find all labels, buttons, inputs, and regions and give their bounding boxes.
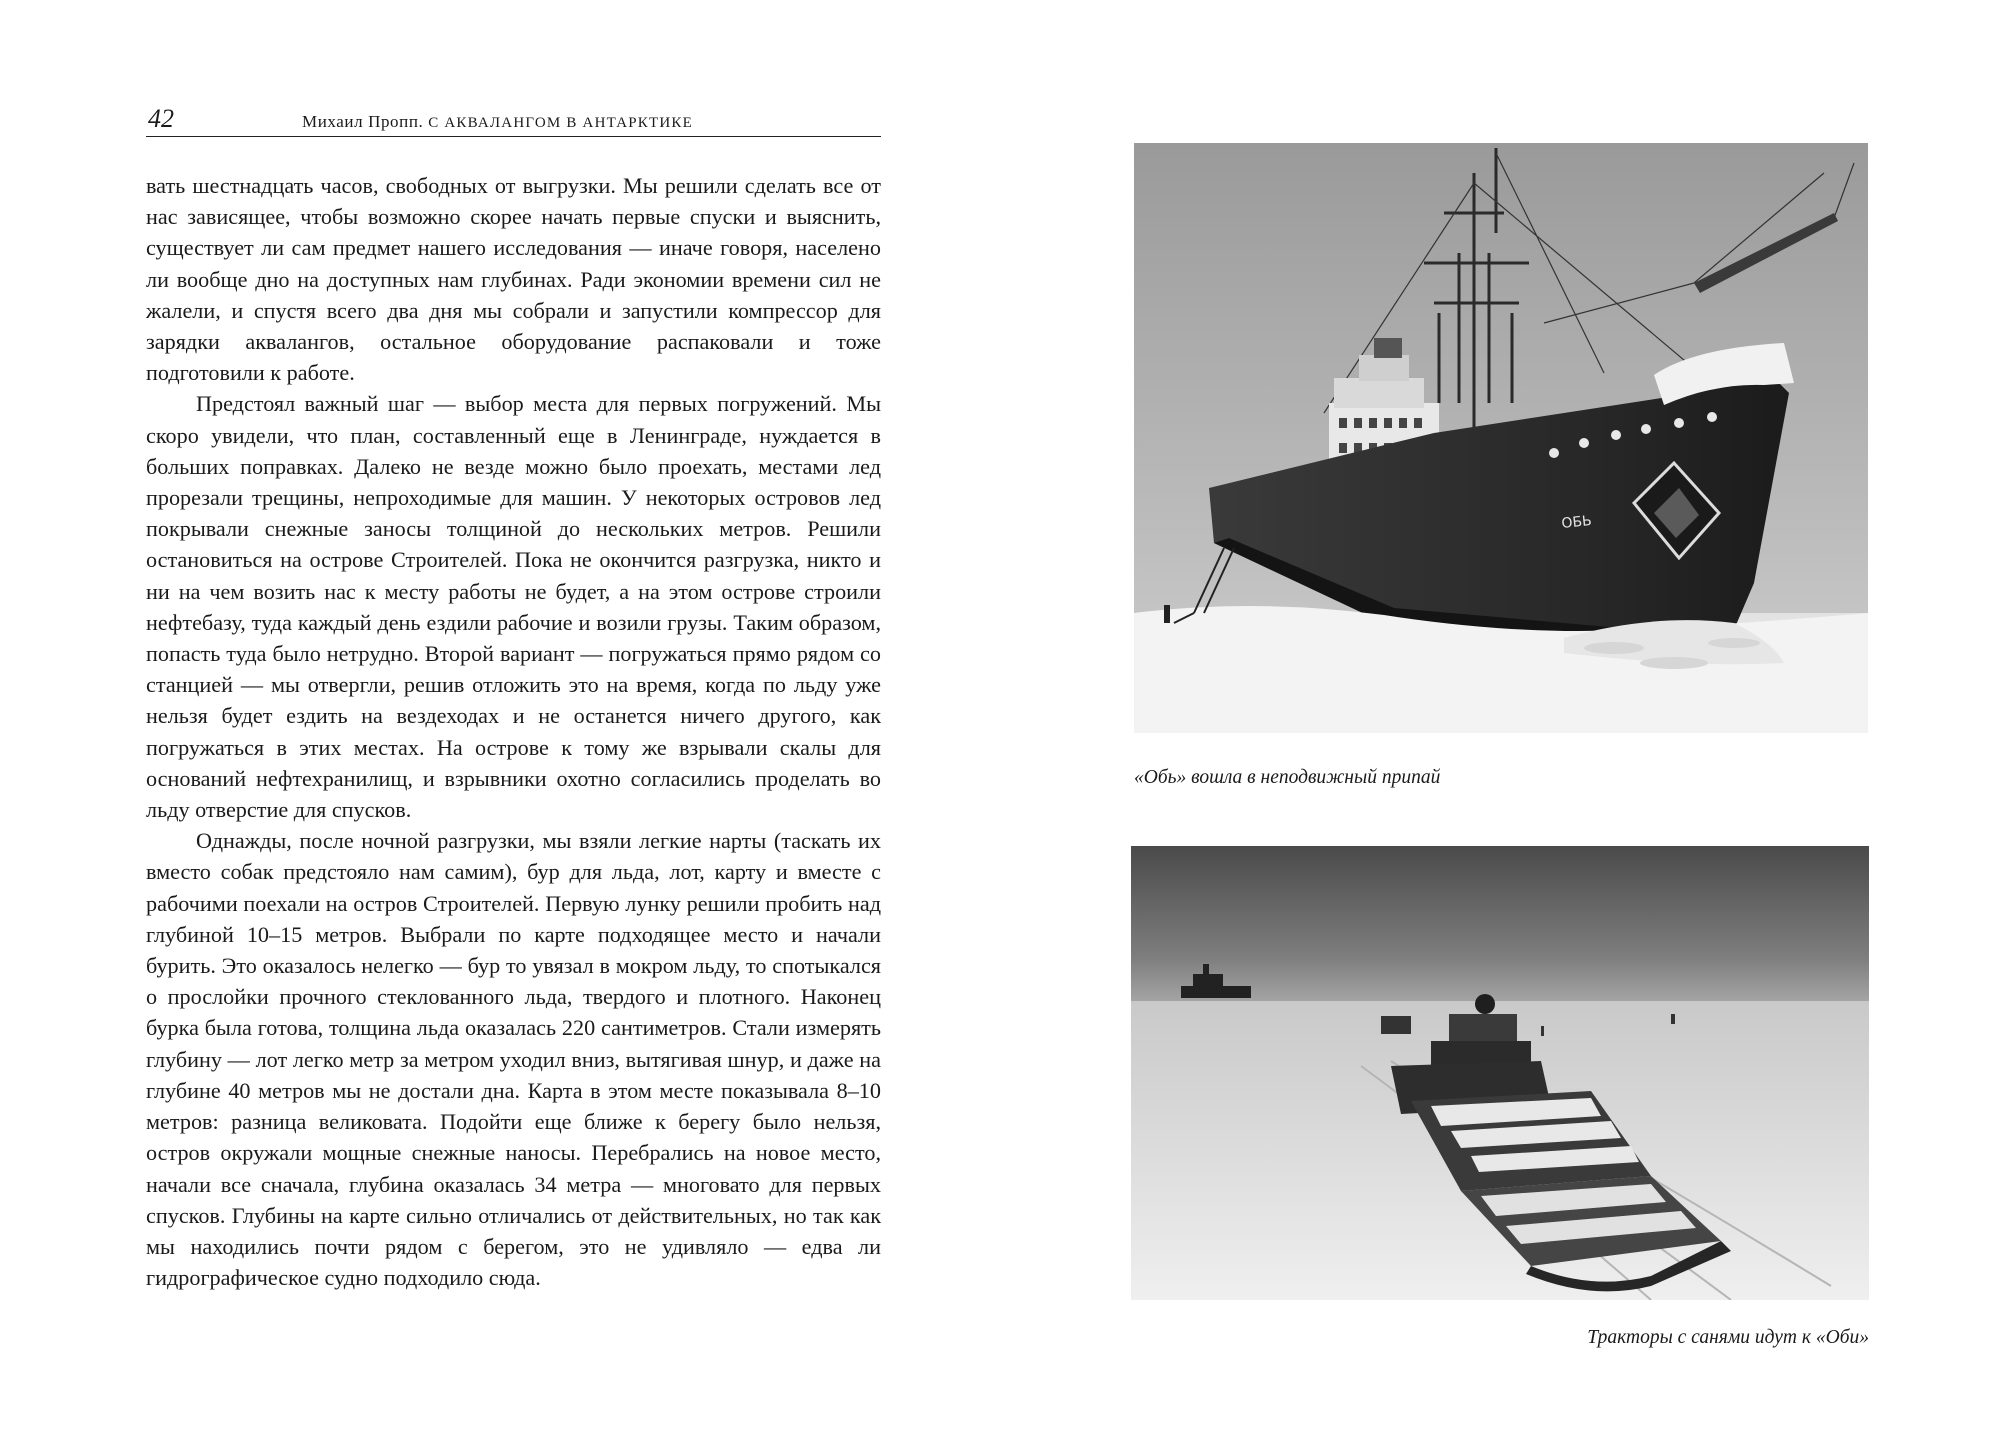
paragraph: вать шестнадцать часов, свободных от выгрузки. Мы решили сделать все от нас зависящее, чтобы возможно скорее начать первые спуски и выяснить, существует ли сам предмет нашего исследования — иначе говоря, населено ли вообще дно на доступных нам глубинах. Ради экономии времени сил не жалели, и спустя всего два дня мы собрали и запустили компрессор для зарядки аквалангов, остальное оборудование распаковали и тоже подготовили к работе. [146, 173, 881, 386]
caption-photo-ship: «Обь» вошла в неподвижный припай [1134, 767, 1441, 788]
ship-name-label: ОБЬ [1560, 512, 1593, 532]
paragraph: Предстоял важный шаг — выбор места для первых погружений. Мы скоро увидели, что план, составленный еще в Ленинграде, нуждается в больших поправках. Далеко не везде можно было проехать, местами лед прорезали трещины, непроходимые для машин. У некоторых островов лед покрывали снежные заносы толщиной до нескольких метров. Решили остановиться на острове Строителей. Пока не окончится разгрузка, никто и ни на чем возить нас к месту работы не будет, а на этом острове строили нефтебазу, туда каждый день ездили рабочие и возили грузы. Таким образом, попасть туда было нетрудно. Второй вариант — погружаться прямо рядом со станцией — мы отвергли, решив отложить это на время, когда по льду уже нельзя будет ездить на вездеходах и не останется ничего другого, как погружаться в этих местах. На острове к тому же взрывали скалы для оснований нефтехранилищ, и взрывники охотно согласились проделать во льду отверстие для спусков. [146, 391, 881, 823]
paragraph: Однажды, после ночной разгрузки, мы взяли легкие нарты (таскать их вместо собак предстояло нам самим), бур для льда, лот, карту и вместе с рабочими поехали на остров Строителей. Первую лунку решили пробить над глубиной 10–15 метров. Выбрали по карте подходящее место и начали бурить. Это оказалось нелегко — бур то увязал в мокром льду, то спотыкался о прослойки прочного стеклованного льда, твердого и плотного. Наконец бурка была готова, толщина льда оказалась 220 сантиметров. Стали измерять глубину — лот легко метр за метром уходил вниз, вытягивая шнур, и даже на глубине 40 метров мы не достали дна. Карта в этом месте показывала 8–10 метров: разница великовата. Подойти еще ближе к берегу было нельзя, остров окружали мощные снежные наносы. Перебрались на новое место, начали все сначала, глубина оказалась 34 метра — многовато для первых спусков. Глубины на карте сильно отличались от действительных, но так как мы находились почти рядом с берегом, это не удивляло — едва ли гидрографическое судно подходило сюда. [146, 828, 881, 1291]
running-head-title: С АКВАЛАНГОМ В АНТАРКТИКЕ [428, 115, 693, 131]
page-number: 42 [148, 104, 174, 133]
photo-ship-ob [1134, 143, 1868, 733]
body-text [146, 170, 881, 1293]
tractors-illustration [1131, 846, 1869, 1300]
photo-tractors [1131, 846, 1869, 1300]
ship-illustration [1134, 143, 1868, 733]
running-head [146, 104, 881, 137]
running-title [302, 112, 693, 133]
running-head-author: Михаил Пропп. [302, 112, 424, 131]
caption-photo-tractors: Тракторы с санями идут к «Оби» [1587, 1327, 1869, 1348]
